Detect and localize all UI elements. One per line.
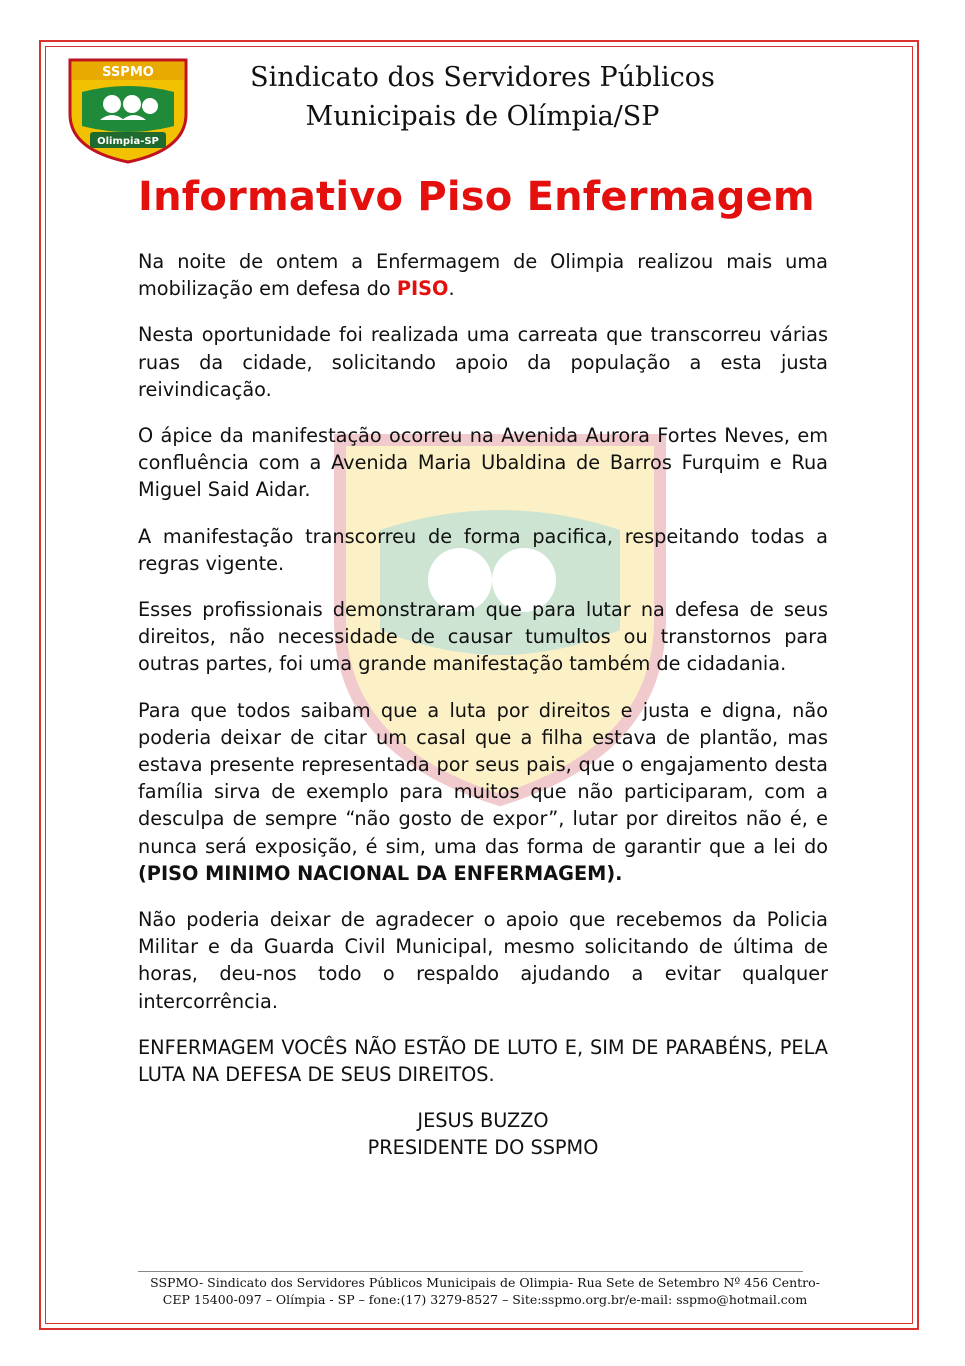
paragraph-2: Nesta oportunidade foi realizada uma carreata que transcorreu várias ruas da cidade, solicitando apoio da população a esta justa reivindicação. bbox=[138, 323, 828, 401]
sspmo-logo bbox=[64, 52, 192, 164]
piso-minimo-bold: (PISO MINIMO NACIONAL DA ENFERMAGEM). bbox=[138, 861, 623, 885]
paragraph-4: A manifestação transcorreu de forma pacifica, respeitando todas a regras vigente. bbox=[138, 524, 828, 575]
signature-block bbox=[138, 1107, 828, 1161]
paragraph-3: O ápice da manifestação ocorreu na Avenida Aurora Fortes Neves, em confluência com a Avenida Maria Ubaldina de Barros Furquim e Rua Miguel Said Aidar. bbox=[138, 424, 828, 502]
header-line-1: Sindicato dos Servidores Públicos bbox=[250, 62, 715, 93]
signature-name: JESUS BUZZO bbox=[417, 1109, 549, 1133]
paragraph-7: Não poderia deixar de agradecer o apoio que recebemos da Policia Militar e da Guarda Civil Municipal, mesmo solicitando de última de horas, deu-nos todo o respaldo ajudando a evitar qualquer intercorrência. bbox=[138, 908, 828, 1013]
header-line-2: Municipais de Olímpia/SP bbox=[305, 101, 660, 132]
piso-highlight: PISO bbox=[396, 277, 449, 301]
signature-role: PRESIDENTE DO SSPMO bbox=[367, 1136, 599, 1160]
svg-text:Olimpia-SP: Olimpia-SP bbox=[97, 136, 159, 147]
footer-divider bbox=[138, 1271, 803, 1272]
footer bbox=[120, 1274, 850, 1308]
header-org-name bbox=[205, 58, 760, 136]
paragraph-5: Esses profissionais demonstraram que para lutar na defesa de seus direitos, não necessidade de causar tumultos ou transtornos para outras partes, foi uma grande manifestação também de cidadania. bbox=[138, 598, 828, 676]
paragraph-8: ENFERMAGEM VOCÊS NÃO ESTÃO DE LUTO E, SIM DE PARABÉNS, PELA LUTA NA DEFESA DE SEUS DIREITOS. bbox=[138, 1035, 828, 1087]
document-title: Informativo Piso Enfermagem bbox=[138, 174, 815, 220]
paragraph-6: Para que todos saibam que a luta por direitos e justa e digna, não poderia deixar de citar um casal que a filha estava de plantão, mas estava presente representada por seus pais, que o engajamento desta família sirva de exemplo para muitos que não participaram, com a desculpa de sempre “não gosto de expor”, lutar por direitos não é, e nunca será exposição, é sim, uma das forma de garantir que a lei do (PISO MINIMO NACIONAL DA ENFERMAGEM). bbox=[138, 698, 828, 885]
footer-line-2: CEP 15400-097 – Olímpia - SP – fone:(17) 3279-8527 – Site:sspmo.org.br/e-mail: sspmo@hotmail.com bbox=[162, 1292, 808, 1307]
paragraph-1: Na noite de ontem a Enfermagem de Olimpia realizou mais uma mobilização em defesa do PISO. bbox=[138, 250, 828, 301]
footer-line-1: SSPMO- Sindicato dos Servidores Públicos Municipais de Olimpia- Rua Sete de Setembro Nº 456 Centro- bbox=[150, 1275, 820, 1290]
svg-text:SSPMO: SSPMO bbox=[102, 65, 154, 80]
document-body bbox=[138, 248, 828, 1162]
